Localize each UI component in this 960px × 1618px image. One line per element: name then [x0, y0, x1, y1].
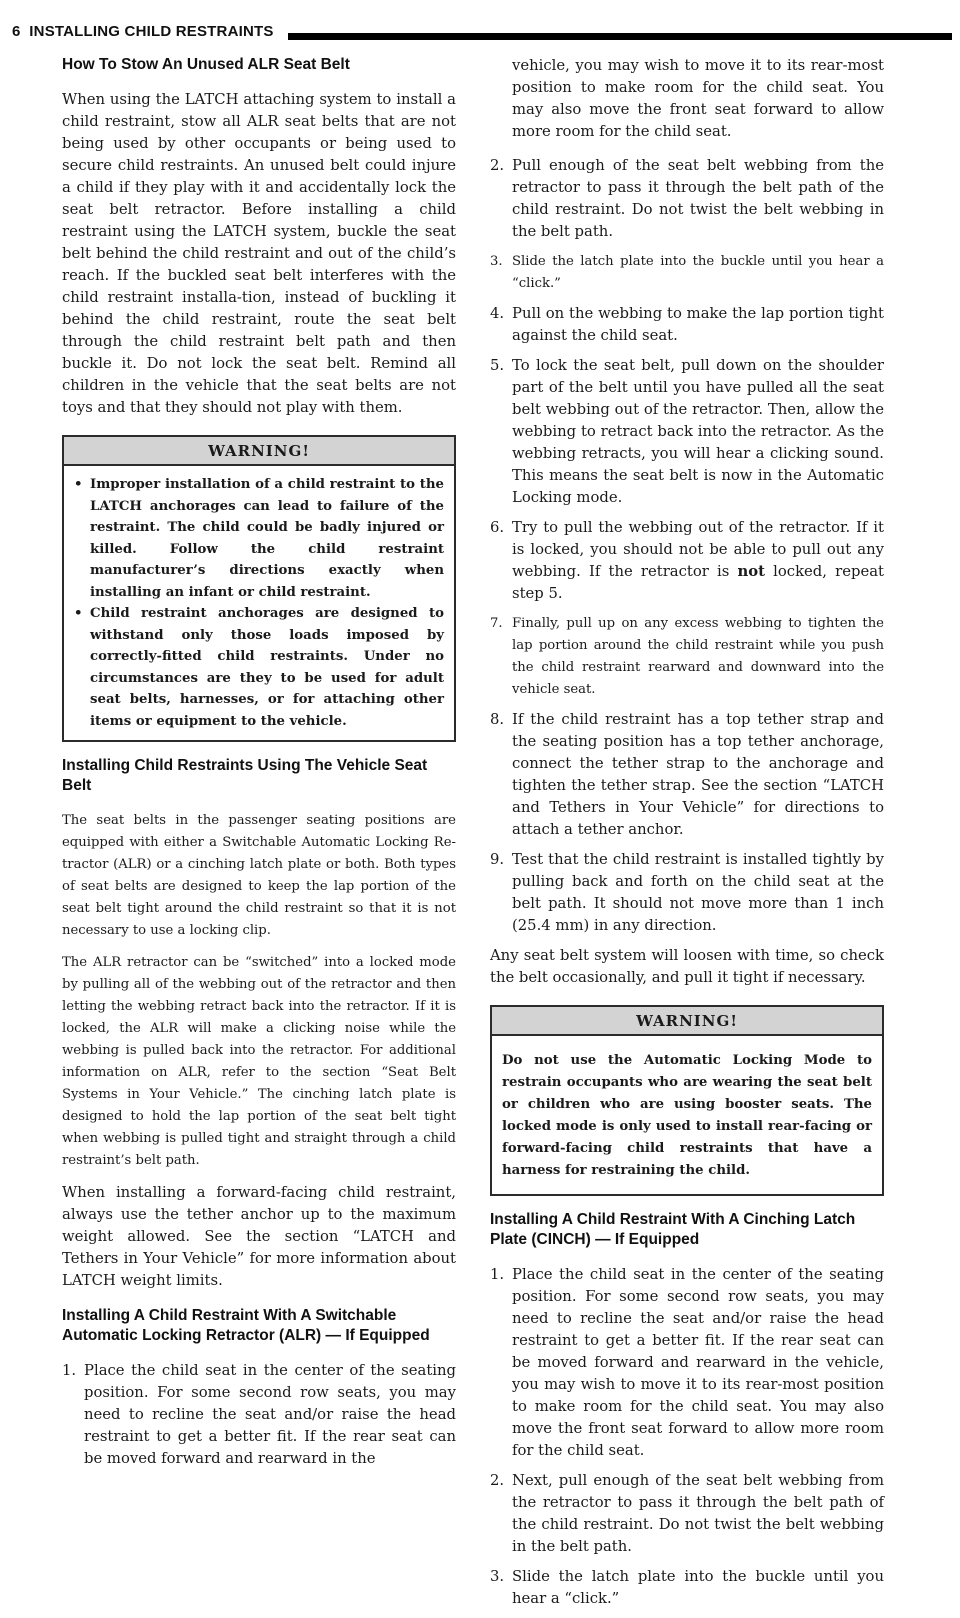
step-item — [490, 709, 884, 841]
warning-item — [74, 474, 444, 603]
step-text: Pull on the webbing to make the lap portion tight against the child seat. — [512, 305, 884, 344]
step-text: Finally, pull up on any excess webbing to tighten the lap portion around the child restraint while you push the child restraint rearward and downward into the vehicle seat. — [512, 616, 884, 697]
left-column — [62, 55, 456, 1478]
step-text: If the child restraint has a top tether strap and the seating position has a top tether anchorage, connect the tether strap to the anchorage and tighten the tether strap. See the section “LATCH and Tethers in Your Vehicle” for directions to attach a tether anchor. — [512, 711, 884, 838]
step-item — [490, 251, 884, 295]
step-text-part: Try to pull the webbing out of the retractor. If it is locked, you should not be able to pull out any webbing. If the retractor is — [512, 519, 884, 580]
step-item — [490, 1566, 884, 1610]
step-item — [490, 155, 884, 243]
page-header-text — [12, 23, 274, 40]
warning-text: Do not use the Automatic Locking Mode to restrain occupants who are wearing the seat belt or children who are using booster seats. The locked mode is only used to install rear-facing or forward-facing child restraints that have a harness for restraining the child. — [502, 1053, 872, 1178]
step-item — [490, 849, 884, 937]
heading-alr-install: Installing A Child Restraint With A Switchable Automatic Locking Retractor (ALR) — If Equipped — [62, 1307, 430, 1344]
step-number: 7. — [490, 616, 503, 631]
step-text: Place the child seat in the center of the seating position. For some second row seats, you may need to recline the seat and/or raise the head restraint to get a better fit. If the rear seat can be moved forward and rearward in the vehicle, you may wish to move it to its rear-most position to make room for the child seat. You may also move the front seat forward to allow more room for the child seat. — [512, 1266, 884, 1459]
step-continuation: vehicle, you may wish to move it to its rear-most position to make room for the child seat. You may also move the front seat forward to allow more room for the child seat. — [512, 57, 884, 140]
warning-item-text: Improper installation of a child restraint to the LATCH anchorages can lead to failure of the restraint. The child could be badly injured or killed. Follow the child restraint manufacturer’s directions exactly when installing an infant or child restraint. — [90, 477, 444, 600]
step-number: 6. — [490, 519, 505, 536]
step-text: Slide the latch plate into the buckle until you hear a “click.” — [512, 254, 884, 291]
step-number: 8. — [490, 711, 505, 728]
step-item — [490, 613, 884, 701]
page-header — [12, 22, 952, 46]
bullet-icon: • — [74, 606, 83, 621]
paragraph-alr: The ALR retractor can be “switched” into a locked mode by pulling all of the webbing out of the retractor and then letting the webbing retract back into the retractor. If it is locked, the ALR will make a clicking noise while the webbing is pulled back into the retractor. For additional information on ALR, refer to the section “Seat Belt Systems in Your Vehicle.” The cinching latch plate is designed to hold the lap portion of the seat belt tight when webbing is pulled tight and straight through a child restraint’s belt path. — [62, 955, 456, 1168]
warning-title: WARNING! — [492, 1007, 882, 1036]
warning-body — [492, 1036, 882, 1194]
step-item — [490, 355, 884, 509]
paragraph-loosen: Any seat belt system will loosen with time, so check the belt occasionally, and pull it tight if necessary. — [490, 947, 884, 986]
step-number: 2. — [490, 157, 505, 174]
step-number: 9. — [490, 851, 505, 868]
step-text: Test that the child restraint is installed tightly by pulling back and forth on the child seat at the belt path. It should not move more than 1 inch (25.4 mm) in any direction. — [512, 851, 884, 934]
step-text-part: locked, repeat step 5. — [512, 563, 884, 602]
warning-item-text: Child restraint anchorages are designed to withstand only those loads imposed by correctly-fitted child restraints. Under no circumstances are they to be used for adult seat belts, harnesses, or for attaching other items or equipment to the vehicle. — [90, 606, 444, 729]
step-number: 1. — [62, 1362, 77, 1379]
right-column — [490, 55, 884, 1618]
step-number: 3. — [490, 254, 503, 269]
warning-body — [64, 466, 454, 740]
step-number: 2. — [490, 1472, 505, 1489]
paragraph-seat-belts: The seat belts in the passenger seating positions are equipped with either a Switchable Automatic Locking Re-tractor (ALR) or a cinching latch plate or both. Both types of seat belts are designed to keep the lap portion of the seat belt tight around the child restraint so that it is not necessary to use a locking clip. — [62, 813, 456, 938]
step-number: 5. — [490, 357, 505, 374]
step-text: Slide the latch plate into the buckle until you hear a “click.” — [512, 1568, 884, 1607]
step-item — [490, 1264, 884, 1462]
warning-box-automatic-locking — [490, 1005, 884, 1196]
warning-title: WARNING! — [64, 437, 454, 466]
warning-box-latch — [62, 435, 456, 742]
step-item — [62, 1360, 456, 1470]
paragraph-tether: When installing a forward-facing child restraint, always use the tether anchor up to the maximum weight allowed. See the section “LATCH and Tethers in Your Vehicle” for more information about LATCH weight limits. — [62, 1184, 456, 1289]
step-number: 4. — [490, 305, 505, 322]
step-text: Next, pull enough of the seat belt webbing from the retractor to pass it through the belt path of the child restraint. Do not twist the belt webbing in the belt path. — [512, 1472, 884, 1555]
step-text: To lock the seat belt, pull down on the shoulder part of the belt until you have pulled all the seat belt webbing out of the retractor. Then, allow the webbing to retract back into the retractor. As the webbing retracts, you will hear a clicking sound. This means the seat belt is now in the Automatic Locking mode. — [512, 357, 884, 506]
step-number: 3. — [490, 1568, 505, 1585]
heading-stow-alr: How To Stow An Unused ALR Seat Belt — [62, 56, 350, 73]
step-item — [490, 1470, 884, 1558]
step-text-emphasis: not — [737, 563, 765, 580]
intro-paragraph: When using the LATCH attaching system to install a child restraint, stow all ALR seat belts that are not being used by other occupants or being used to secure child restraints. An unused belt could injure a child if they play with it and accidentally lock the seat belt retractor. Before installing a child restraint using the LATCH system, buckle the seat belt behind the child restraint and out of the child’s reach. If the buckled seat belt interferes with the child restraint installa-tion, instead of buckling it behind the child restraint, route the seat belt through the child restraint belt path and then buckle it. Do not lock the seat belt. Remind all children in the vehicle that the seat belts are not toys and that they should not play with them. — [62, 91, 456, 416]
warning-item — [74, 603, 444, 732]
step-item — [490, 517, 884, 605]
step-text — [512, 517, 884, 605]
step-number: 1. — [490, 1266, 505, 1283]
heading-cinch: Installing A Child Restraint With A Cinching Latch Plate (CINCH) — If Equipped — [490, 1211, 856, 1248]
step-text: Pull enough of the seat belt webbing from the retractor to pass it through the belt path of the child restraint. Do not twist the belt webbing in the belt path. — [512, 157, 884, 240]
step-text: Place the child seat in the center of the seating position. For some second row seats, you may need to recline the seat and/or raise the head restraint to get a better fit. If the rear seat can be moved forward and rearward in the — [84, 1362, 456, 1467]
heading-vehicle-seat-belt: Installing Child Restraints Using The Vehicle Seat Belt — [62, 757, 428, 794]
section-title: INSTALLING CHILD RESTRAINTS — [29, 23, 274, 40]
bullet-icon: • — [74, 477, 83, 492]
header-rule — [288, 33, 952, 40]
step-item — [490, 303, 884, 347]
page-number: 6 — [12, 23, 21, 40]
